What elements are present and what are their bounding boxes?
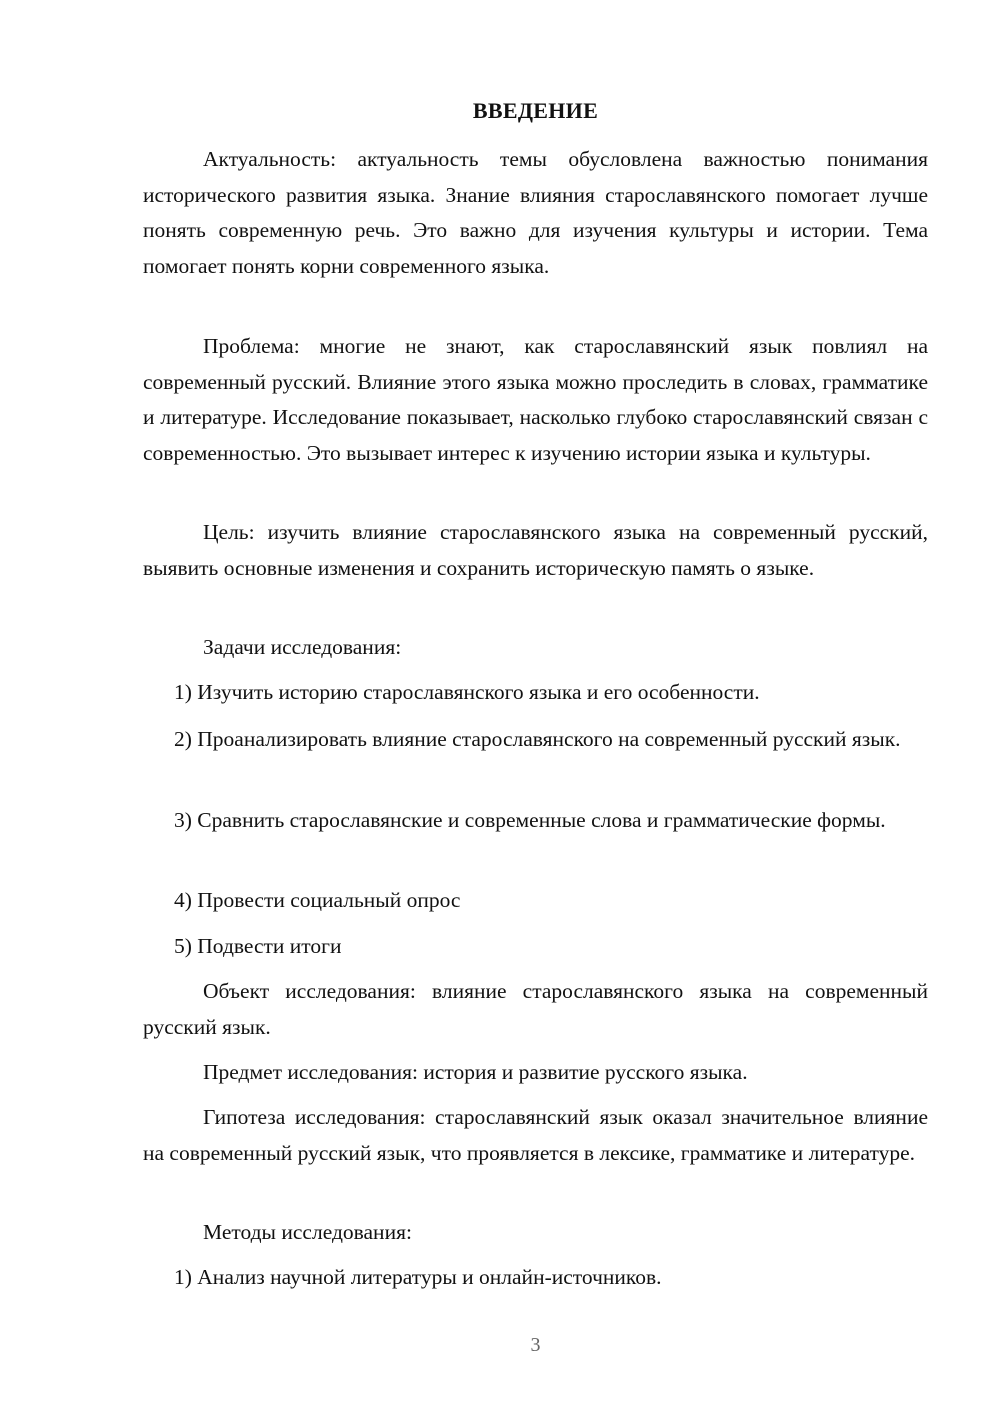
goal-paragraph: Цель: изучить влияние старославянского языка на современный русский, выявить основные изменения и сохранить историческую память о языке. [143,520,928,580]
methods-heading: Методы исследования: [203,1220,412,1244]
document-page [143,0,928,1414]
object-paragraph: Объект исследования: влияние старославянского языка на современный русский язык. [143,979,928,1039]
task-item-1: 1) Изучить историю старославянского языка и его особенности. [174,680,760,704]
hypothesis-paragraph: Гипотеза исследования: старославянский язык оказал значительное влияние на современный русский язык, что проявляется в лексике, грамматике и литературе. [143,1105,928,1165]
section-title: ВВЕДЕНИЕ [472,98,599,123]
page-number: 3 [530,1334,541,1356]
relevance-paragraph: Актуальность: актуальность темы обусловлена важностью понимания исторического развития языка. Знание влияния старославянского помогает лучше понять современную речь. Это важно для изучения культуры и истории. Тема помогает понять корни современного языка. [143,147,928,278]
tasks-heading: Задачи исследования: [203,635,402,659]
subject-paragraph: Предмет исследования: история и развитие русского языка. [203,1060,748,1084]
problem-paragraph: Проблема: многие не знают, как старославянский язык повлиял на современный русский. Влияние этого языка можно проследить в словах, грамматике и литературе. Исследование показывает, насколько глубоко старославянский связан с современностью. Это вызывает интерес к изучению истории языка и культуры. [143,334,928,465]
method-item-1: 1) Анализ научной литературы и онлайн-источников. [174,1265,662,1289]
task-item-3: 3) Сравнить старославянские и современные слова и грамматические формы. [174,808,886,832]
task-item-4: 4) Провести социальный опрос [174,888,461,912]
task-item-2: 2) Проанализировать влияние старославянского на современный русский язык. [174,727,901,751]
task-item-5: 5) Подвести итоги [174,934,342,958]
